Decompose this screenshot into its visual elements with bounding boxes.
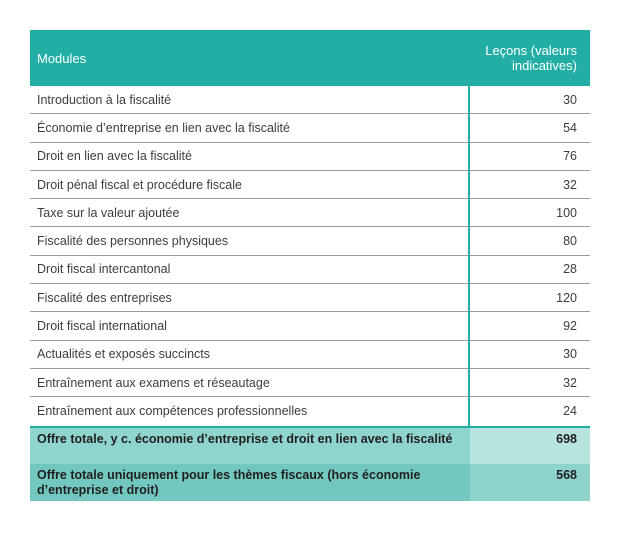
module-name: Actualités et exposés succincts <box>30 341 470 369</box>
module-name: Taxe sur la valeur ajoutée <box>30 199 470 227</box>
module-name: Fiscalité des personnes physiques <box>30 227 470 255</box>
total-row-tax-only <box>30 464 590 501</box>
lesson-count: 76 <box>470 143 590 171</box>
table-row <box>30 256 590 284</box>
table-row <box>30 284 590 312</box>
table-row <box>30 369 590 397</box>
total-value: 698 <box>470 428 590 464</box>
table-body <box>30 86 590 428</box>
table-row <box>30 171 590 199</box>
lesson-count: 30 <box>470 86 590 114</box>
header-lessons-label: Leçons (valeurs indicatives) <box>485 43 577 73</box>
table-row <box>30 143 590 171</box>
lesson-count: 30 <box>470 341 590 369</box>
module-name: Droit fiscal intercantonal <box>30 256 470 284</box>
modules-table <box>30 30 590 501</box>
table-row <box>30 227 590 255</box>
total-label: Offre totale, y c. économie d’entreprise et droit en lien avec la fiscalité <box>30 428 470 464</box>
lesson-count: 24 <box>563 404 577 419</box>
table-row <box>30 341 590 369</box>
lesson-count: 100 <box>470 199 590 227</box>
total-row-with-economics <box>30 428 590 464</box>
header-modules: Modules <box>37 50 87 66</box>
module-name: Économie d’entreprise en lien avec la fiscalité <box>30 114 470 142</box>
lesson-count: 92 <box>470 312 590 340</box>
table-row <box>30 312 590 340</box>
header-lessons <box>470 30 590 86</box>
module-name: Introduction à la fiscalité <box>30 86 470 114</box>
lesson-count: 120 <box>470 284 590 312</box>
module-name: Fiscalité des entreprises <box>30 284 470 312</box>
lesson-count: 28 <box>470 256 590 284</box>
lesson-count: 80 <box>470 227 590 255</box>
total-value: 568 <box>470 464 590 501</box>
total-label: Offre totale uniquement pour les thèmes fiscaux (hors économie d’entreprise et droit) <box>30 464 470 501</box>
module-name: Droit fiscal international <box>30 312 470 340</box>
module-name: Droit pénal fiscal et procédure fiscale <box>30 171 470 199</box>
table-header <box>30 30 590 86</box>
module-name: Entraînement aux examens et réseautage <box>30 369 470 397</box>
table-row <box>30 199 590 227</box>
module-name: Droit en lien avec la fiscalité <box>30 143 470 171</box>
module-name: Entraînement aux compétences professionnelles <box>30 397 470 425</box>
lesson-count: 54 <box>470 114 590 142</box>
table-row <box>30 86 590 114</box>
lesson-count: 32 <box>470 171 590 199</box>
lesson-count: 32 <box>470 369 590 397</box>
table-row <box>30 114 590 142</box>
table-row <box>30 397 590 425</box>
